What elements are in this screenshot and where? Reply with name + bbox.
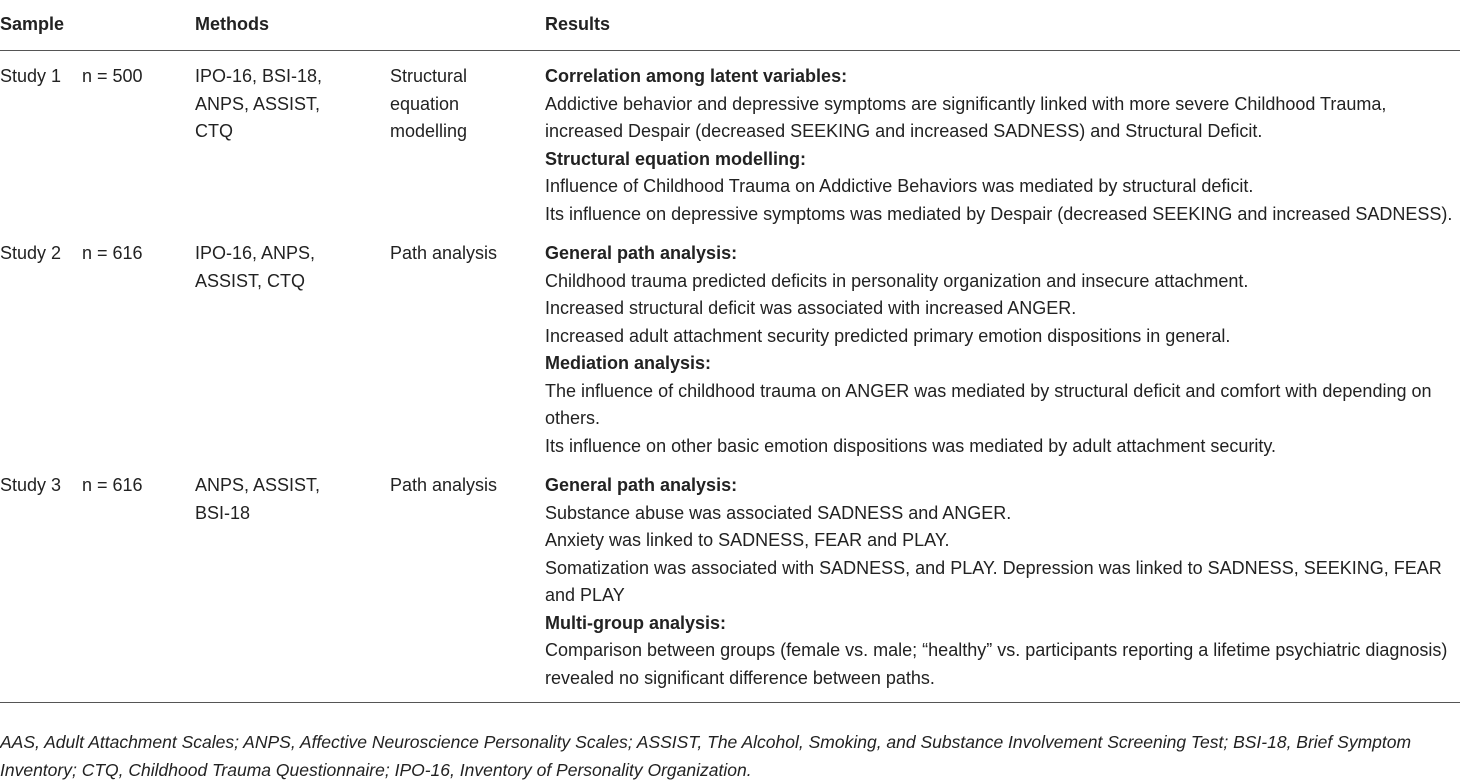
method-line: Path analysis <box>390 243 498 263</box>
table-row <box>0 228 1460 460</box>
study-instruments <box>195 51 390 229</box>
result-heading: Multi-group analysis: <box>545 612 727 633</box>
result-line: Its influence on depressive symptoms was mediated by Despair (decreased SEEKING and increased SADNESS). <box>545 203 1453 224</box>
instrument-line: ANPS, ASSIST, <box>195 93 321 114</box>
study-method <box>390 228 545 460</box>
result-line: Childhood trauma predicted deficits in personality organization and insecure attachment. <box>545 270 1249 291</box>
result-heading: Mediation analysis: <box>545 353 712 373</box>
result-heading: Structural equation modelling: <box>545 148 807 169</box>
study-n: n = 616 <box>82 460 195 703</box>
study-method <box>390 460 545 703</box>
result-line: Its influence on other basic emotion dispositions was mediated by adult attachment security. <box>545 435 1277 456</box>
study-instruments <box>195 460 390 703</box>
method-line: equation <box>390 93 460 114</box>
result-line: Influence of Childhood Trauma on Addictive Behaviors was mediated by structural deficit. <box>545 176 1254 196</box>
study-instruments <box>195 228 390 460</box>
instrument-line: BSI-18 <box>195 502 251 523</box>
instrument-line: ANPS, ASSIST, <box>195 475 321 495</box>
result-heading: General path analysis: <box>545 475 738 495</box>
header-results: Results <box>545 0 1460 51</box>
instrument-line: IPO-16, BSI-18, <box>195 66 323 86</box>
result-line: Increased adult attachment security predicted primary emotion dispositions in general. <box>545 325 1231 346</box>
table-header-row <box>0 0 1460 51</box>
result-heading: General path analysis: <box>545 243 738 263</box>
instrument-line: ASSIST, CTQ <box>195 270 306 291</box>
study-name: Study 1 <box>0 66 62 86</box>
result-line: Addictive behavior and depressive symptoms are significantly linked with more severe Childhood Trauma, increased Despair (decreased SEEKING and increased SADNESS) and Structural Deficit. <box>545 93 1387 141</box>
result-line: Comparison between groups (female vs. male; “healthy” vs. participants reporting a lifetime psychiatric diagnosis) revealed no significant difference between paths. <box>545 640 1448 688</box>
result-line: Anxiety was linked to SADNESS, FEAR and PLAY. <box>545 530 950 550</box>
study-results <box>545 51 1460 229</box>
table-footnote: AAS, Adult Attachment Scales; ANPS, Affective Neuroscience Personality Scales; ASSIST, The Alcohol, Smoking, and Substance Involvement Screening Test; BSI-18, Brief Symptom Inventory; CTQ, Childhood Trauma Questionnaire; IPO-16, Inventory of Personality Organization. <box>0 732 1412 780</box>
table-row <box>0 51 1460 229</box>
study-name: Study 2 <box>0 243 62 263</box>
study-n: n = 616 <box>82 243 143 263</box>
header-sample: Sample <box>0 0 82 51</box>
method-line: modelling <box>390 121 468 141</box>
study-method <box>390 51 545 229</box>
study-name: Study 3 <box>0 460 82 703</box>
result-line: Somatization was associated with SADNESS, and PLAY. Depression was linked to SADNESS, SEEKING, FEAR and PLAY <box>545 557 1442 605</box>
result-line: Increased structural deficit was associated with increased ANGER. <box>545 298 1077 318</box>
study-results <box>545 228 1460 460</box>
instrument-line: IPO-16, ANPS, <box>195 243 316 263</box>
method-line: Structural <box>390 66 468 86</box>
result-line: Substance abuse was associated SADNESS and ANGER. <box>545 502 1012 523</box>
instrument-line: CTQ <box>195 121 233 141</box>
method-line: Path analysis <box>390 475 498 495</box>
result-heading: Correlation among latent variables: <box>545 66 848 86</box>
table-body <box>0 51 1460 703</box>
study-results <box>545 460 1460 703</box>
study-n: n = 500 <box>82 66 143 86</box>
header-methods: Methods <box>195 0 545 51</box>
result-line: The influence of childhood trauma on ANGER was mediated by structural deficit and comfort with depending on others. <box>545 380 1432 428</box>
table-row <box>0 460 1460 703</box>
